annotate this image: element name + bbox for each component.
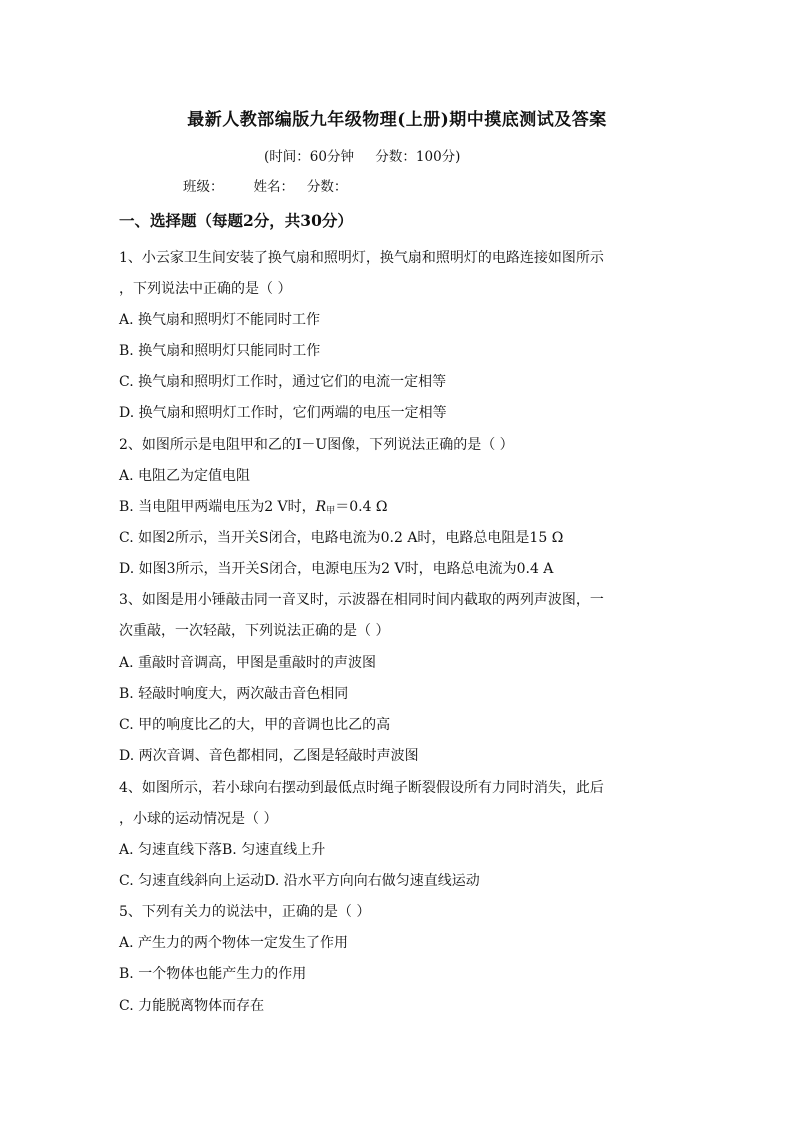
document-title: 最新人教部编版九年级物理(上册)期中摸底测试及答案 — [187, 110, 607, 130]
question-3-option-d: D. 两次音调、音色都相同，乙图是轻敲时声波图 — [119, 748, 419, 764]
question-2-option-c: C. 如图2所示，当开关S闭合，电路电流为0.2 A时，电路总电阻是15 Ω — [119, 530, 564, 546]
question-5-option-a: A. 产生力的两个物体一定发生了作用 — [119, 935, 349, 951]
question-3-option-a: A. 重敲时音调高，甲图是重敲时的声波图 — [119, 655, 377, 671]
question-4-stem-line-1: 4、如图所示，若小球向右摆动到最低点时绳子断裂假设所有力同时消失，此后 — [119, 780, 604, 796]
question-1-option-b: B. 换气扇和照明灯只能同时工作 — [119, 343, 321, 359]
question-3-stem-line-2: 次重敲，一次轻敲，下列说法正确的是（ ） — [119, 623, 390, 639]
section-title: 一、选择题（每题2分，共30分） — [119, 211, 353, 230]
question-3-option-c: C. 甲的响度比乙的大，甲的音调也比乙的高 — [119, 717, 391, 733]
resistance-value: ＝0.4 Ω — [335, 499, 388, 515]
question-4-option-cd: C. 匀速直线斜向上运动D. 沿水平方向向右做匀速直线运动 — [119, 873, 480, 889]
question-2-stem-line-1: 2、如图所示是电阻甲和乙的I－U图像，下列说法正确的是（ ） — [119, 437, 514, 453]
question-1-option-d: D. 换气扇和照明灯工作时，它们两端的电压一定相等 — [119, 405, 447, 421]
question-2-option-d: D. 如图3所示，当开关S闭合，电源电压为2 V时，电路总电流为0.4 A — [119, 561, 554, 577]
resistance-subscript: 甲 — [326, 506, 336, 516]
question-1-option-c: C. 换气扇和照明灯工作时，通过它们的电流一定相等 — [119, 374, 447, 390]
question-2-option-b-text: B. 当电阻甲两端电压为2 V时， — [119, 499, 316, 515]
question-5-option-b: B. 一个物体也能产生力的作用 — [119, 966, 307, 982]
question-1-stem-line-2: ，下列说法中正确的是（ ） — [119, 281, 292, 297]
resistance-symbol: R — [315, 499, 327, 515]
question-1-option-a: A. 换气扇和照明灯不能同时工作 — [119, 312, 321, 328]
question-4-option-ab: A. 匀速直线下落B. 匀速直线上升 — [119, 842, 326, 858]
question-4-stem-line-2: ，小球的运动情况是（ ） — [119, 811, 278, 827]
question-2-option-b — [119, 498, 388, 520]
question-5-stem-line-1: 5、下列有关力的说法中，正确的是（ ） — [119, 904, 371, 920]
exam-meta: (时间：60分钟 分数：100分) — [264, 149, 461, 165]
question-2-option-a: A. 电阻乙为定值电阻 — [119, 468, 251, 484]
question-1-stem-line-1: 1、小云家卫生间安装了换气扇和照明灯，换气扇和照明灯的电路连接如图所示 — [119, 250, 604, 266]
question-3-stem-line-1: 3、如图是用小锤敲击同一音叉时，示波器在相同时间内截取的两列声波图，一 — [119, 592, 604, 608]
question-5-option-c: C. 力能脱离物体而存在 — [119, 998, 265, 1014]
student-info-line: 班级： 姓名： 分数： — [183, 179, 348, 195]
question-3-option-b: B. 轻敲时响度大，两次敲击音色相同 — [119, 686, 349, 702]
